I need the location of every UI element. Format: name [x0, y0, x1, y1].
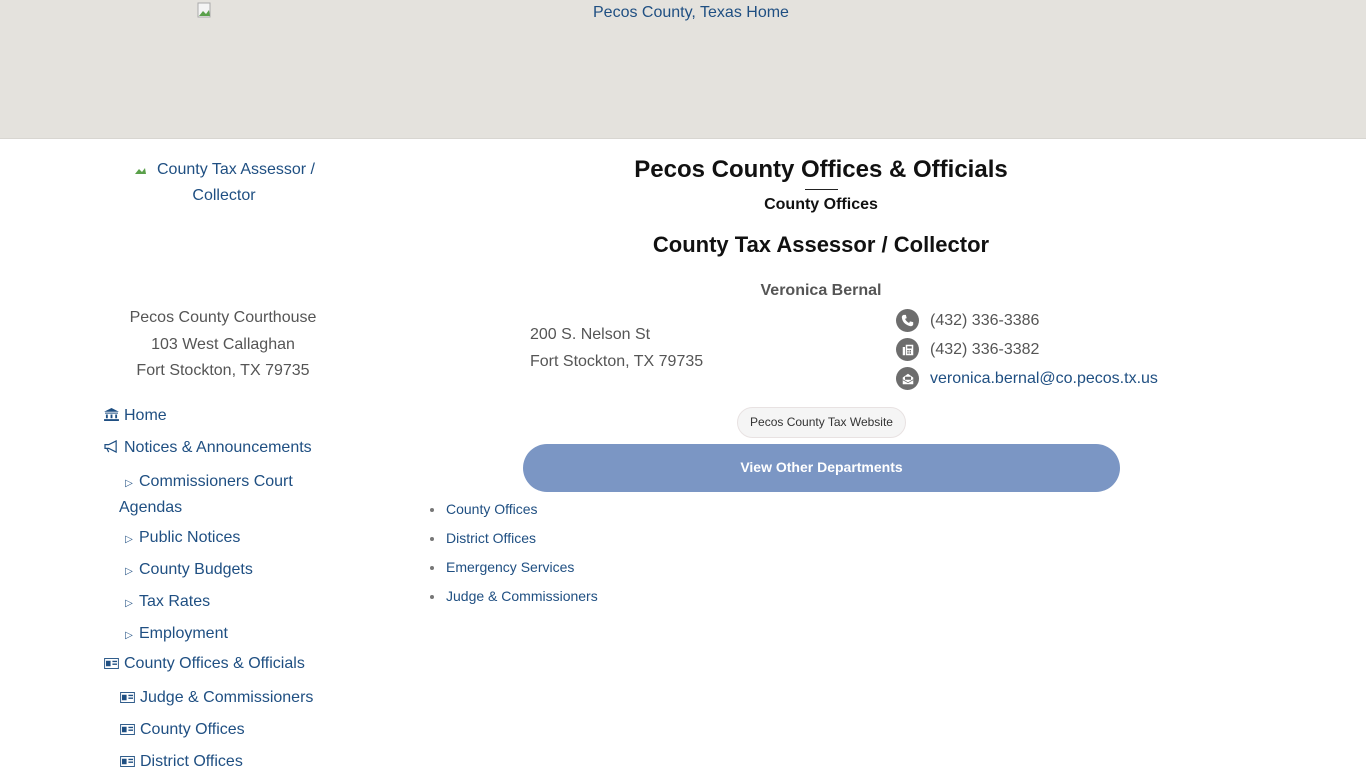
caret-right-icon: ▷ [125, 534, 133, 545]
list-item [430, 554, 598, 583]
nav-item-district-offices[interactable] [120, 750, 243, 774]
department-link-county-offices[interactable]: County Offices [446, 501, 538, 517]
department-list [430, 496, 598, 612]
nav-item-notices[interactable] [104, 436, 312, 460]
address-line: Fort Stockton, TX 79735 [530, 352, 704, 370]
bank-icon [104, 408, 119, 421]
nav-label: County Offices [140, 721, 245, 738]
address-line: Fort Stockton, TX 79735 [136, 362, 310, 379]
list-item [430, 583, 598, 612]
phone-number: (432) 336-3386 [930, 311, 1040, 329]
nav-item-employment[interactable] [119, 622, 228, 648]
official-name: Veronica Bernal [760, 282, 882, 299]
nav-item-county-budgets[interactable] [119, 558, 253, 584]
contact-info [896, 306, 1158, 393]
broken-image-icon [197, 2, 213, 18]
nav-item-home[interactable] [104, 404, 167, 428]
nav-label: Notices & Announcements [124, 439, 312, 456]
nav-label: Employment [139, 625, 228, 642]
nav-label: Commissioners Court Agendas [119, 473, 293, 516]
address-line: 200 S. Nelson St [530, 326, 651, 343]
nav-label: County Offices & Officials [124, 655, 305, 672]
id-card-icon [104, 658, 119, 669]
nav-label: Tax Rates [139, 593, 211, 610]
id-card-icon [120, 756, 135, 767]
department-link-district-offices[interactable]: District Offices [446, 530, 536, 546]
section-subtitle: County Offices [764, 196, 878, 213]
envelope-open-icon [896, 367, 919, 390]
nav-item-county-offices[interactable] [120, 718, 245, 742]
view-other-departments-button[interactable]: View Other Departments [523, 444, 1120, 492]
department-logo-link[interactable] [124, 157, 324, 209]
email-link[interactable]: veronica.bernal@co.pecos.tx.us [930, 369, 1158, 387]
phone-icon [896, 309, 919, 332]
tax-website-button[interactable]: Pecos County Tax Website [737, 407, 906, 438]
caret-right-icon: ▷ [125, 630, 133, 641]
address-line: 103 West Callaghan [151, 335, 295, 353]
phone-row [896, 306, 1158, 335]
nav-label: Public Notices [139, 529, 241, 546]
department-title: County Tax Assessor / Collector [652, 232, 990, 257]
caret-right-icon: ▷ [125, 566, 133, 577]
megaphone-icon [104, 440, 119, 453]
home-link[interactable]: Pecos County, Texas Home [593, 4, 789, 21]
nav-label: County Budgets [139, 561, 253, 578]
title-divider [805, 189, 838, 190]
department-link-judge-commissioners[interactable]: Judge & Commissioners [446, 588, 598, 604]
caret-right-icon: ▷ [125, 598, 133, 609]
nav-item-public-notices[interactable] [119, 526, 240, 552]
address-line: Pecos County Courthouse [129, 309, 317, 326]
id-card-icon [120, 724, 135, 735]
list-item [430, 525, 598, 554]
site-header [0, 0, 1366, 139]
logo-alt-text: County Tax Assessor / Collector [157, 161, 315, 204]
nav-label: District Offices [140, 753, 243, 770]
page-title: Pecos County Offices & Officials [634, 156, 1008, 183]
courthouse-address [100, 305, 346, 385]
nav-item-judge-commissioners[interactable] [120, 686, 313, 710]
email-row [896, 364, 1158, 393]
nav-label: Home [124, 407, 167, 424]
nav-item-tax-rates[interactable] [119, 590, 210, 616]
broken-image-icon [133, 160, 149, 176]
nav-item-county-offices-officials[interactable] [104, 652, 305, 676]
id-card-icon [120, 692, 135, 703]
list-item [430, 496, 598, 525]
nav-item-commissioners-court-agendas[interactable] [119, 470, 319, 520]
caret-right-icon: ▷ [125, 478, 133, 489]
nav-label: Judge & Commissioners [140, 689, 314, 706]
fax-icon [896, 338, 919, 361]
fax-number: (432) 336-3382 [930, 340, 1040, 358]
fax-row [896, 335, 1158, 364]
department-link-emergency-services[interactable]: Emergency Services [446, 559, 575, 575]
office-address [530, 322, 703, 375]
